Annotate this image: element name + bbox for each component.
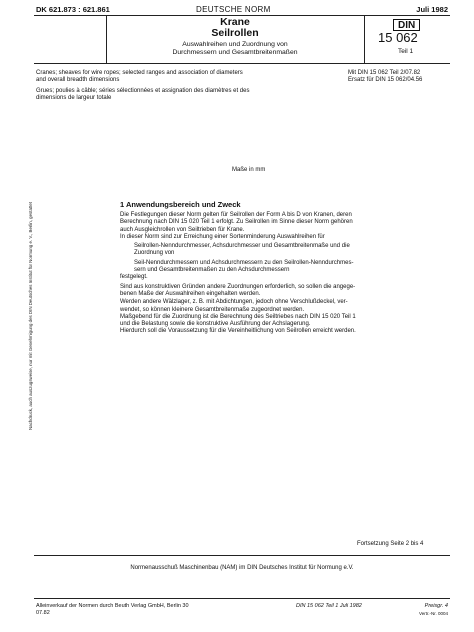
replacement-note: [348, 70, 458, 84]
english-title-line-1: Cranes; sheaves for wire ropes; selected ranges and association of diameters: [36, 70, 243, 76]
continuation-note: Fortsetzung Seite 2 bis 4: [357, 541, 424, 547]
committee-top-rule: [34, 555, 450, 556]
units-note: Maße in mm: [232, 167, 266, 173]
paragraph-2: In dieser Norm sind zur Erreichung einer Sortenminderung Auswahlreihen für Seilrollen-Nenndurchmesser, Achsdurchmesser und Gesamtbreitenmaße und die Zuordnung von Seil-Nenndurchmessern und Achsdurchmessern zu den Seilrollen-Nenndurchmes- sern und Gesamtbreitenmaßen zu den Achsdurchmessern festgelegt.: [120, 234, 450, 282]
french-title-line-2: dimensions de largeur totale: [36, 95, 112, 101]
paragraph-4: Werden andere Wälzlager, z. B. mit Abdichtungen, jedoch ohne Verschlußdeckel, ver- wendet, so können kleinere Gesamtbreitenmaße zugeordnet werden.: [120, 299, 348, 313]
title-block: [106, 17, 364, 57]
reprint-notice: Nachdruck, auch auszugsweise, nur mit Genehmigung des DIN Deutsches Institut für Normung e. V., Berlin, gestattet: [28, 201, 33, 430]
paragraph-2-item-1: Seilrollen-Nenndurchmesser, Achsdurchmesser und Gesamtbreitenmaße und die Zuordnung von: [134, 243, 350, 257]
footer-top-rule: [34, 598, 450, 599]
french-title: [36, 88, 336, 102]
header-right-divider: [364, 15, 365, 63]
section-heading: 1 Anwendungsbereich und Zweck: [120, 200, 241, 209]
replacement-note-line-1: Mit DIN 15 062 Teil 2/07.82: [348, 70, 421, 76]
vertr-number: Vertr.-Nr. 0004: [418, 611, 448, 616]
paragraph-5: Maßgebend für die Zuordnung ist die Berechnung des Seiltriebes nach DIN 15 020 Teil 1 und die Belastung sowie die konstruktive Ausführung der Achslagerung.: [120, 313, 356, 328]
french-title-line-1: Grues; poulies à câble; séries sélectionnées et assignation des diamètres et des: [36, 88, 250, 94]
replacement-note-line-2: Ersatz für DIN 15 062/04.56: [348, 77, 423, 83]
paragraph-1: Die Festlegungen dieser Norm gelten für Seilrollen der Form A bis D von Kranen, deren Berechnung nach DIN 15 020 Teil 1 erfolgt. Zu Seilrollen im Sinne dieser Norm gehören auch Ausgleichrollen von Seiltrieben für Krane.: [120, 212, 353, 233]
din-logo: DIN: [393, 19, 420, 31]
title-seilrollen: Seilrollen: [211, 27, 259, 39]
subtitle-line-2: Durchmessern und Gesamtbreitenmaßen: [172, 49, 298, 56]
standard-body: DEUTSCHE NORM: [196, 5, 271, 14]
price-group: Preisgr. 4: [424, 603, 448, 609]
title-krane: Krane: [220, 16, 250, 28]
header-bottom-rule: [34, 63, 450, 64]
section-body: [120, 212, 450, 336]
paragraph-6: Hierdurch soll die Voraussetzung für die Vereinheitlichung von Seilrollen erreicht werden.: [120, 328, 356, 335]
paragraph-2-item-2: Seil-Nenndurchmessern und Achsdurchmessern zu den Seilrollen-Nenndurchmes- sern und Gesamtbreitenmaßen zu den Achsdurchmessern: [134, 259, 354, 274]
part-number: Teil 1: [398, 48, 414, 55]
issue-date: Juli 1982: [416, 5, 448, 14]
subtitle-line-1: Auswahlreihen und Zuordnung von: [182, 41, 288, 48]
publisher-note: Alleinverkauf der Normen durch Beuth Verlag GmbH, Berlin 30 07.82: [36, 603, 189, 616]
din-number: 15 062: [378, 30, 418, 45]
english-title: [36, 70, 326, 84]
committee: Normenausschuß Maschinenbau (NAM) im DIN Deutsches Institut für Normung e.V.: [130, 565, 354, 571]
footer-doc-ref: DIN 15 062 Teil 1 Juli 1982: [296, 603, 362, 609]
dk-number: DK 621.873 : 621.861: [36, 5, 110, 14]
paragraph-3: Sind aus konstruktiven Gründen andere Zuordnungen erforderlich, so sollen die angege- benen Maße der Auswahlreihen eingehalten werden.: [120, 283, 356, 297]
english-title-line-2: and overall breadth dimensions: [36, 77, 120, 83]
